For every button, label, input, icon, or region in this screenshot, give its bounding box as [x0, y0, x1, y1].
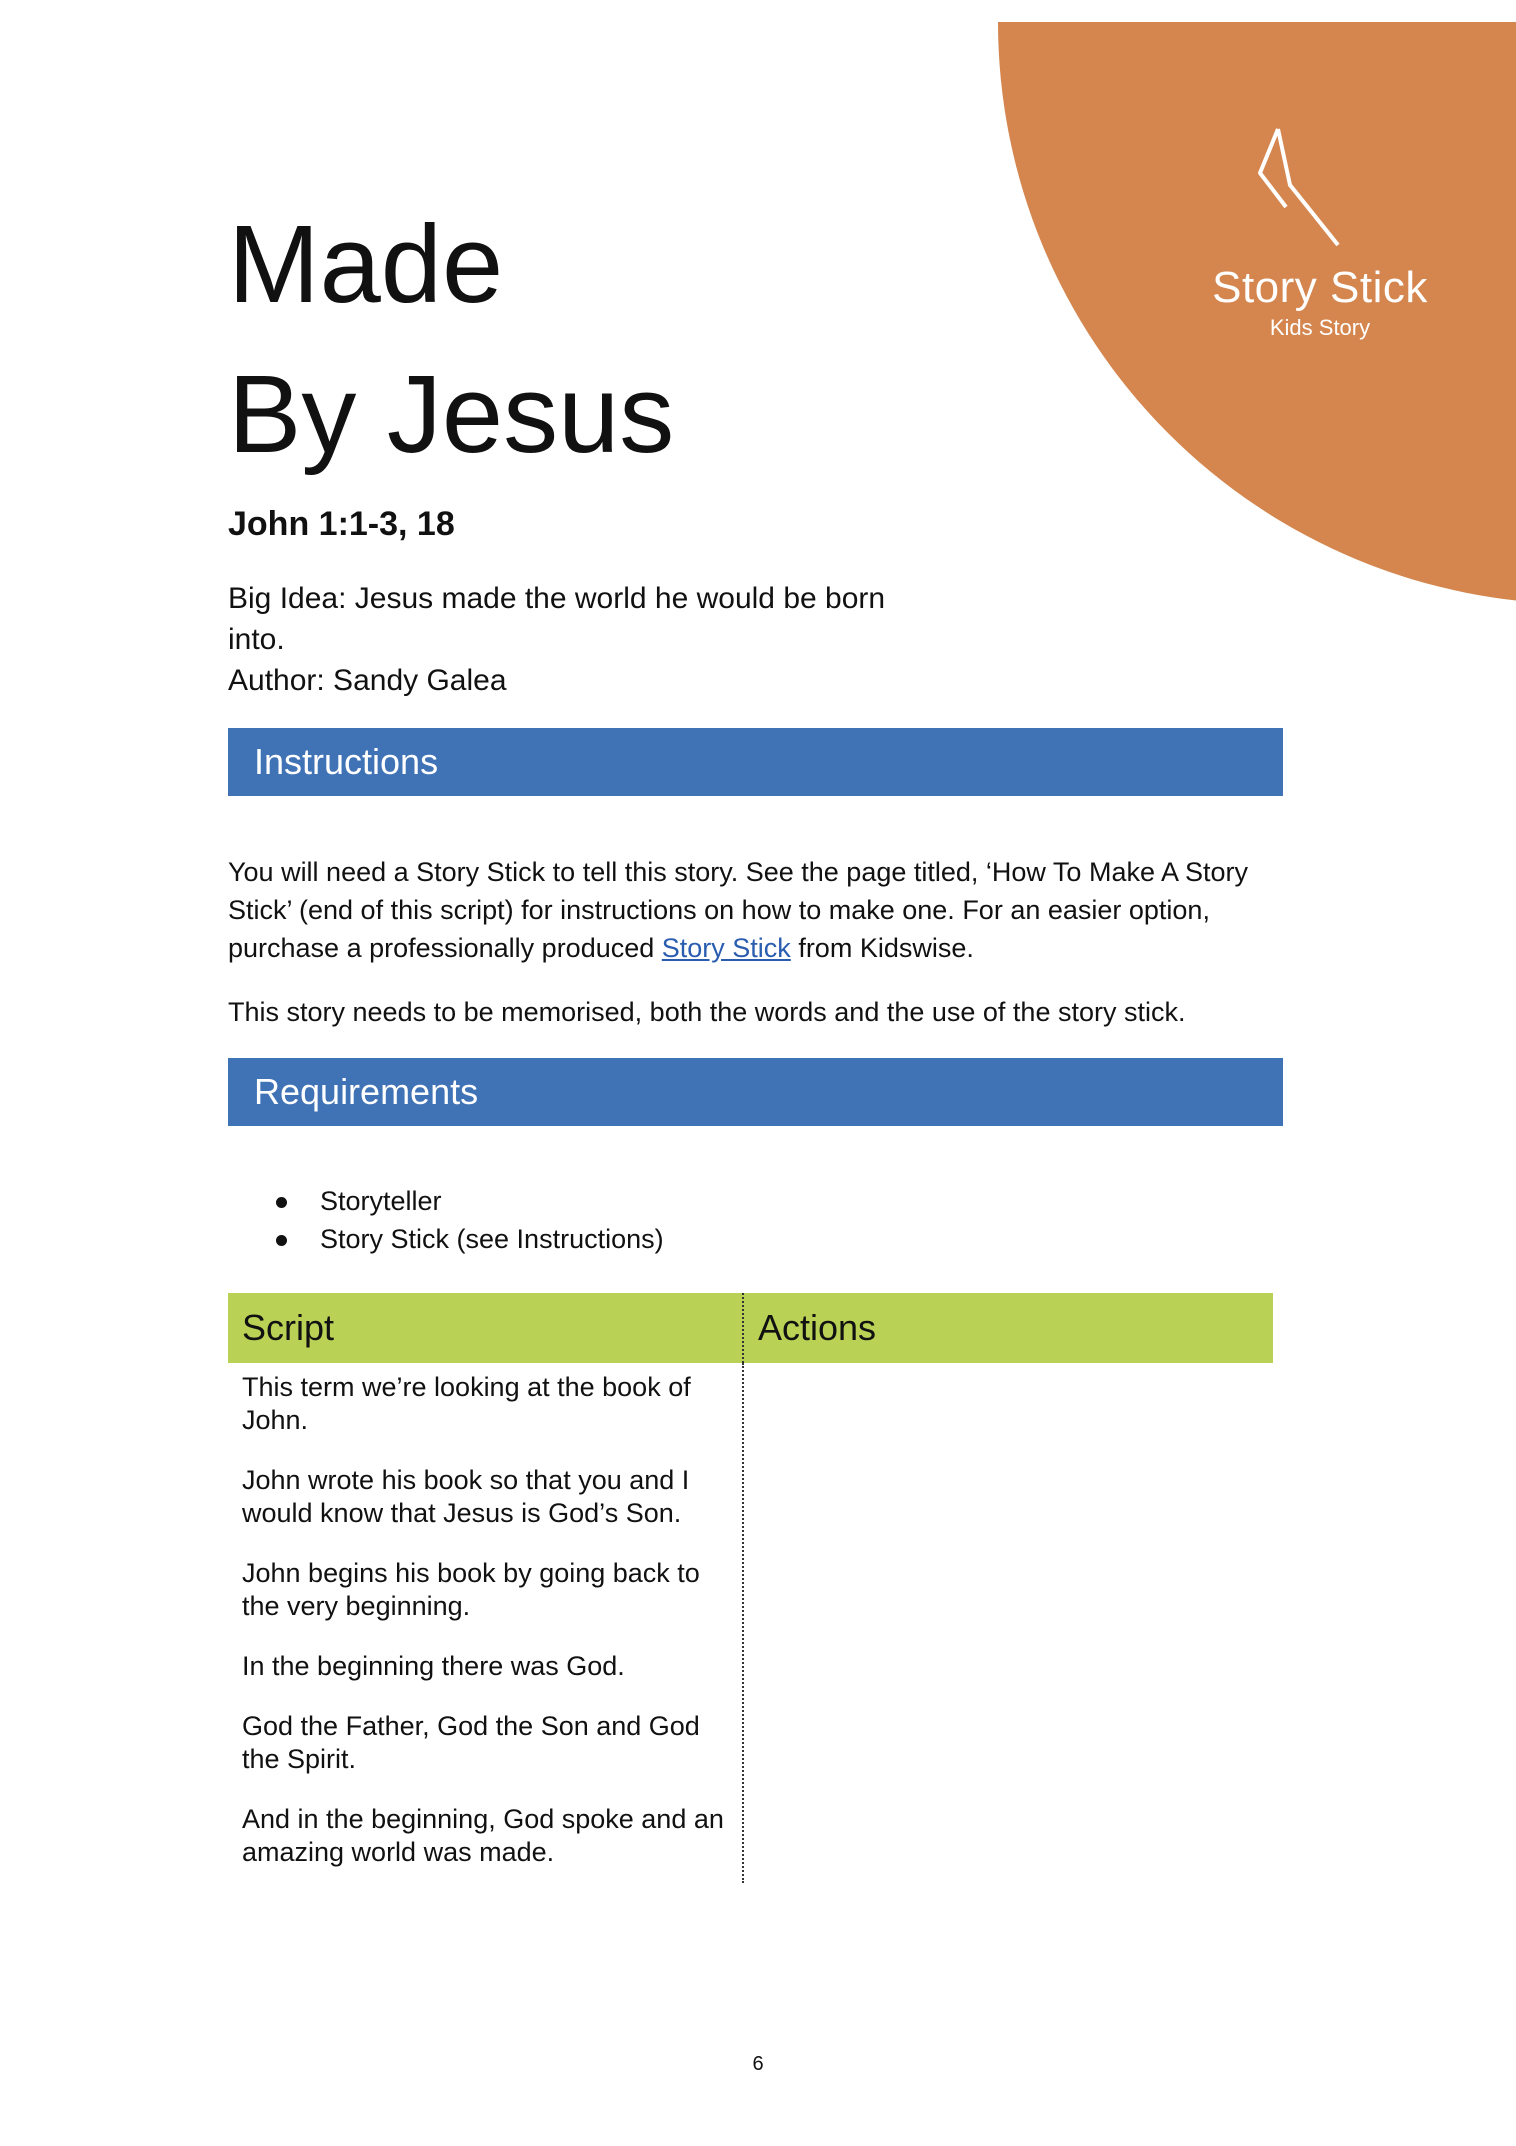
table-header	[228, 1293, 1273, 1363]
story-meta	[228, 578, 948, 701]
author: Author: Sandy Galea	[228, 664, 507, 697]
actions-column	[744, 1363, 1273, 1883]
requirement-text: Storyteller	[320, 1186, 442, 1216]
story-stick-icon	[1248, 125, 1358, 255]
script-line: John begins his book by going back to the very beginning.	[242, 1558, 700, 1621]
column-header-script: Script	[228, 1293, 744, 1363]
script-line: This term we’re looking at the book of John.	[242, 1372, 691, 1435]
requirement-text: Story Stick (see Instructions)	[320, 1224, 664, 1254]
requirements-list	[228, 1182, 664, 1258]
logo-subtitle: Kids Story	[1269, 315, 1371, 340]
script-column	[228, 1363, 744, 1883]
logo-title: Story Stick	[1212, 263, 1428, 312]
script-line: God the Father, God the Son and God the Spirit.	[242, 1711, 700, 1774]
big-idea-line-2: into.	[228, 623, 285, 656]
column-header-actions: Actions	[758, 1307, 877, 1348]
bullet-icon	[276, 1197, 287, 1208]
list-item	[228, 1182, 664, 1220]
table-body	[228, 1363, 1273, 1883]
story-stick-link[interactable]: Story Stick	[661, 933, 791, 963]
page-title	[228, 190, 674, 490]
instructions-text-after: from Kidswise.	[790, 933, 974, 963]
bullet-icon	[276, 1235, 287, 1246]
page-number: 6	[752, 2053, 764, 2075]
list-item	[228, 1220, 664, 1258]
title-line-2: By Jesus	[228, 353, 675, 476]
script-table	[228, 1293, 1273, 1883]
script-line: And in the beginning, God spoke and an amazing world was made.	[242, 1804, 724, 1867]
script-line: John wrote his book so that you and I would know that Jesus is God’s Son.	[242, 1465, 690, 1528]
title-line-1: Made	[228, 203, 504, 326]
instructions-heading: Instructions	[228, 728, 1283, 796]
instructions-paragraph-1	[228, 853, 1288, 967]
instructions-text-before: You will need a Story Stick to tell this story. See the page titled, ‘How To Make A Story Stick’ (end of this script) for instructions on how to make one. For an easier option, purchase a professionally produced	[228, 857, 1249, 963]
big-idea-line-1: Big Idea: Jesus made the world he would be born	[228, 582, 886, 615]
scripture-reference: John 1:1-3, 18	[228, 505, 455, 543]
instructions-paragraph-2: This story needs to be memorised, both the words and the use of the story stick.	[228, 997, 1186, 1027]
story-stick-logo	[1190, 125, 1450, 341]
requirements-heading: Requirements	[228, 1058, 1283, 1126]
script-line: In the beginning there was God.	[242, 1651, 625, 1681]
